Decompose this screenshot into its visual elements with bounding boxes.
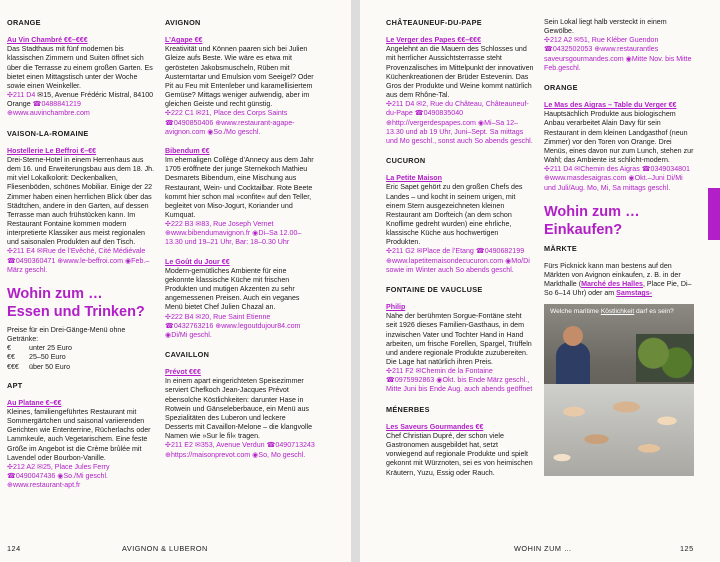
venue-info bbox=[544, 36, 694, 73]
section-heading-line2: Einkaufen? bbox=[544, 221, 623, 238]
markets-description bbox=[544, 262, 694, 299]
venue-description: Chef Christian Dupré, der schon viele Gastronomen ausgebildet hat, setzt vorwiegend auf regionale Produkte und spielt gekonnt mit Würznoten, sei es von heimischen Kräutern, Yuzu, Essig oder Rauch. bbox=[386, 431, 533, 477]
phone: ☎0490850406 bbox=[165, 118, 216, 127]
venue-info bbox=[386, 100, 534, 146]
venue-info bbox=[165, 313, 315, 340]
website-link[interactable]: ⊕www.lapetitemaisondecucuron.com bbox=[386, 256, 506, 265]
right-page bbox=[360, 0, 720, 562]
city-heading: ORANGE bbox=[544, 82, 578, 92]
section-heading-line1: Wohin zum … bbox=[7, 285, 103, 302]
city-heading: VAISON-LA-ROMAINE bbox=[7, 128, 89, 138]
map-ref: ✣211 E2 bbox=[165, 441, 195, 450]
venue-info bbox=[7, 463, 155, 490]
running-title: WOHIN ZUM … bbox=[514, 544, 572, 553]
map-ref: ✣212 A2 bbox=[544, 36, 575, 45]
website-link[interactable]: ⊕www.legoutdujour84.com bbox=[215, 321, 301, 330]
venue-description: Sein Lokal liegt halb versteckt in einem Gewölbe. bbox=[544, 18, 667, 36]
phone: ☎0490682199 bbox=[475, 247, 525, 256]
markets-text: , Place Pie, Di–So 6–14 Uhr) oder am bbox=[544, 280, 692, 298]
venue-info bbox=[386, 367, 534, 394]
market-photo bbox=[544, 304, 694, 476]
city-heading: APT bbox=[7, 380, 23, 390]
running-title: AVIGNON & LUBERON bbox=[122, 544, 208, 553]
venue-description: Das Stadthaus mit fünf modernen bis klassischen Zimmern und Suiten öffnet sich über die Terrasse zu einem großen Garten. Es bietet einen Mittagstisch unter der Woche sowie einen Weinkeller. bbox=[7, 45, 153, 90]
venue-description: Eric Sapet gehört zu den großen Chefs des Landes – und kocht in seinem urigen, mit einem Stern ausgezeichneten kleinen Restaurant am Dorfteich (an dem schon Knoflime gedreht wurden) eine ehrliche, klassische Küche aus hochwertigen Produkten. bbox=[386, 183, 523, 247]
price-symbol: €€€ bbox=[7, 362, 19, 371]
opening-hours: ◉Feb.–März geschl. bbox=[7, 256, 150, 274]
page-number: 124 bbox=[7, 544, 21, 553]
city-heading: MÄRKTE bbox=[544, 243, 578, 253]
price-row bbox=[7, 363, 155, 372]
left-column-1 bbox=[7, 18, 155, 500]
opening-hours: ◉Mitte Nov. bis Mitte Feb.geschl. bbox=[544, 54, 692, 72]
right-column-1 bbox=[386, 18, 534, 478]
city-heading: AVIGNON bbox=[165, 18, 201, 27]
venue-description: Kreativität und Können paaren sich bei Julien Gleize aufs Beste. Wie wäre es etwa mit gerösteten Jakobsmuscheln, Rüben mit Austerntartar und Emulsion vom Seeigel? Oder Pit au Feu mit Entenleber und karamellisiertem Gemüse? Mittags weniger aufwendig, aber im gleichen Geiste und recht günstig. bbox=[165, 45, 314, 109]
address: ✉353, Avenue Verdun bbox=[194, 441, 267, 450]
city-heading: CUCURON bbox=[386, 156, 426, 166]
city-heading: MÉNERBES bbox=[386, 404, 430, 414]
address: ✉Chemin des Aigras bbox=[574, 165, 642, 174]
website-link[interactable]: ⊕http://vergerdespapes.com bbox=[386, 118, 478, 127]
price-text: unter 25 Euro bbox=[29, 344, 72, 353]
price-intro: Preise für ein Drei-Gänge-Menü ohne Getränke: bbox=[7, 325, 126, 344]
website-link[interactable]: ⊕https://maisonprevot.com bbox=[165, 450, 253, 459]
map-ref: ✣211 F2 bbox=[386, 367, 416, 376]
venue-name-link[interactable]: Les Saveurs Gourmandes €€ bbox=[386, 422, 484, 431]
section-heading-line1: Wohin zum … bbox=[544, 203, 640, 220]
market-link[interactable]: Marché des Halles bbox=[581, 280, 643, 289]
venue-name-link[interactable]: Philip bbox=[386, 303, 406, 312]
opening-hours: ◉Mo/Di sowie im Winter auch So abends geschl. bbox=[386, 256, 530, 274]
venue-info bbox=[386, 247, 534, 274]
map-ref: ✣211 G2 bbox=[386, 247, 417, 256]
page-number: 125 bbox=[680, 544, 694, 553]
venue-description: Angelehnt an die Mauern des Schlosses und mit herrlicher Aussichtsterrasse steht Provenzalisches im Mittelpunkt der innovativen Küchenkreationen der Brüder Estevenin. Das Gros der Produkte und Weine kommt natürlich aus dem Rhône-Tal. bbox=[386, 45, 534, 100]
venue-name-link[interactable]: L’Agape €€ bbox=[165, 36, 203, 45]
opening-hours: ◉Di/Mi geschl. bbox=[165, 330, 212, 339]
opening-hours: ◉Okt.–Juni Di/Mi und Juli/Aug. Mo, Mi, Sa mittags geschl. bbox=[544, 174, 683, 192]
venue-name-link[interactable]: Le Mas des Aigras – Table du Verger €€ bbox=[544, 101, 677, 110]
phone: ☎0432502053 bbox=[544, 45, 595, 54]
chapter-tab-marker bbox=[708, 188, 720, 240]
venue-description: Kleines, familiengeführtes Restaurant mit Sommergärtchen und saisonal variierenden Gerichten wie Ententerrine, Rücherlachs oder Lammkeule, auch Vegetarischem. Eine feste Größe im Angebot ist die Crème brûlée mit Lavendel oder Bourbon-Vanille. bbox=[7, 408, 151, 462]
opening-hours: ◉Mi–Sa 12–13.30 und ab 19 Uhr, Juni–Sept. Sa mittags und Mo geschl., sonst auch So abends geschl. bbox=[386, 118, 533, 145]
venue-name-link[interactable]: Prévot €€€ bbox=[165, 368, 201, 377]
venue-description: In einem apart eingerichteten Speisezimmer serviert Chefkoch Jean-Jacques Prévot ebensolche Köstlichkeiten: darunter Hase in Rotwein und Gänseleberbauce, ein Menü aus Spezialitäten des Luberon und leckere Desserts mit Cavaillon-Melone – die klangvolle Namen wie »Sur le fil« tragen. bbox=[165, 377, 313, 441]
website-link[interactable]: ⊕www.le-beffroi.com bbox=[57, 256, 125, 265]
opening-hours: ◉So, Mo geschl. bbox=[252, 450, 306, 459]
venue-info bbox=[165, 220, 315, 247]
map-ref: ✣211 E4 bbox=[7, 247, 37, 256]
venue-name-link[interactable]: Hostellerie Le Beffroi €–€€ bbox=[7, 146, 97, 155]
address: ✉Rue de l’Evêché, Cité Médiévale bbox=[36, 247, 146, 256]
venue-name-link[interactable]: Le Verger des Papes €€–€€€ bbox=[386, 36, 482, 45]
vegetable-stall-shape bbox=[636, 334, 694, 382]
phone: ☎0490360471 bbox=[7, 256, 58, 265]
venue-name-link[interactable]: Au Vin Chambré €€–€€€ bbox=[7, 36, 88, 45]
phone: ☎0490713243 bbox=[266, 441, 315, 450]
price-text: 25–50 Euro bbox=[29, 353, 66, 362]
map-ref: ✣211 D4 bbox=[386, 100, 417, 109]
price-row bbox=[7, 353, 155, 362]
left-page bbox=[0, 0, 352, 562]
address: ✉2, Rue du Château, Châteauneuf-du-Pape bbox=[386, 100, 529, 118]
markets-text: Fürs Picknick kann man bestens auf den Märkten von Avignon einkaufen, z. B. in der Markthalle ( bbox=[544, 261, 681, 289]
section-heading bbox=[7, 285, 155, 321]
map-ref: ✣222 B4 bbox=[165, 312, 196, 321]
opening-hours: ◉So./Mi geschl. bbox=[57, 472, 109, 481]
map-ref: ✣212 A2 bbox=[7, 462, 38, 471]
address: ✉20, Rue Saint Etienne bbox=[195, 312, 271, 321]
phone: ☎0975992863 bbox=[386, 376, 437, 385]
opening-hours: ◉Di–Sa 12.00–13.30 und 19–21 Uhr, Bar: 18–0.30 Uhr bbox=[165, 229, 302, 247]
right-column-2 bbox=[544, 18, 694, 476]
map-ref: ✣222 C1 bbox=[165, 109, 196, 118]
price-text: über 50 Euro bbox=[29, 362, 71, 371]
venue-info bbox=[544, 165, 694, 192]
phone: ☎0432763216 bbox=[165, 321, 216, 330]
address: ✉Place de l’Etang bbox=[416, 247, 476, 256]
venue-description: Nahe der berühmten Sorgue-Fontäne steht seit 1926 dieses Familien-Gasthaus, in dem inzwischen Vater und Tochter Hand in Hand arbeiten, um frische Forellen, Spargel, Trüffeln und andere regionale Produkte zuzubereiten. Die Lage hat natürlich ihren Preis. bbox=[386, 312, 532, 366]
venue-info bbox=[165, 441, 315, 459]
venue-name-link[interactable]: Le Goût du Jour €€ bbox=[165, 257, 230, 266]
vendor-figure-shape bbox=[556, 342, 590, 390]
phone: ☎0490835040 bbox=[414, 109, 464, 118]
address: ✉83, Rue Joseph Vernet bbox=[195, 220, 274, 229]
address: ✉51, Rue Kléber Guendon bbox=[574, 36, 659, 45]
website-link[interactable]: ⊕www.restaurantles saveursgourmandes.com bbox=[544, 45, 659, 63]
city-heading: ORANGE bbox=[7, 18, 41, 27]
phone: ☎0349034801 bbox=[641, 165, 691, 174]
venue-info bbox=[7, 247, 155, 274]
venue-name-link[interactable]: Au Platane €–€€ bbox=[7, 398, 62, 407]
venue-name-link[interactable]: Bibendum €€ bbox=[165, 146, 210, 155]
venue-name-link[interactable]: La Petite Maison bbox=[386, 174, 442, 183]
map-ref: ✣211 D4 bbox=[544, 165, 575, 174]
venue-info bbox=[7, 91, 155, 118]
price-row bbox=[7, 344, 155, 353]
photo-caption: Welche maritime Köstlichkeit darf es sein? bbox=[550, 308, 674, 316]
price-symbol: €€ bbox=[7, 353, 15, 362]
venue-description: Hauptsächlich Produkte aus biologischem Anbau verarbeitet Alain Davy für sein Restaurant in dem kleinen Landgasthof (neun Zimmer) vor den Toren von Orange. Drei Menüs, eines davon nur zum Lunch, stehen zur Wahl; das Ambiente ist schlicht-modern. bbox=[544, 110, 694, 165]
map-ref: ✣222 B3 bbox=[165, 220, 196, 229]
city-heading: FONTAINE DE VAUCLUSE bbox=[386, 284, 483, 294]
left-column-2 bbox=[165, 18, 315, 470]
price-legend bbox=[7, 344, 155, 371]
phone: ☎0488841219 bbox=[32, 100, 81, 109]
phone: ☎0490047436 bbox=[7, 472, 58, 481]
city-heading: CHÂTEAUNEUF-DU-PAPE bbox=[386, 18, 482, 27]
address: ✉21, Place des Corps Saints bbox=[195, 109, 288, 118]
address: ✉15, Avenue Frédéric Mistral, 84100 Orange bbox=[7, 91, 154, 109]
venue-description: Im ehemaligen Collège d’Annecy aus dem Jahr 1705 eröffnete der junge Sternekoch Mathieu Desmarets Bibendum, eine Mischung aus Restaurant, Wein- und Cocktailbar. Rote Beete kommt hier schon mal »confite« auf den Teller, begleitet von Miso-Jogurt, Koriander und Kumquat. bbox=[165, 156, 314, 219]
website-link[interactable]: ⊕www.bibendumavignon.fr bbox=[165, 229, 253, 238]
address: ✉Chemin de la Fontaine bbox=[415, 367, 493, 376]
website-link[interactable]: ⊕www.auvinchambre.com bbox=[7, 109, 90, 118]
website-link[interactable]: ⊕www.masdesaigras.com bbox=[544, 174, 629, 183]
city-heading: CAVAILLON bbox=[165, 350, 210, 359]
venue-info bbox=[165, 109, 315, 136]
opening-hours: ◉So./Mo geschl. bbox=[207, 127, 261, 136]
website-link[interactable]: ⊕www.restaurant-apt.fr bbox=[7, 481, 81, 490]
section-heading bbox=[544, 203, 694, 239]
seafood-display-shape bbox=[544, 384, 694, 476]
market-link[interactable]: Samstags- bbox=[616, 289, 653, 298]
website-link[interactable]: ⊕www.restaurant-agape-avignon.com bbox=[165, 118, 295, 136]
address: ✉25, Place Jules Ferry bbox=[37, 462, 110, 471]
map-ref: ✣211 D4 bbox=[7, 91, 38, 100]
venue-description: Drei-Sterne-Hotel in einem Herrenhaus aus dem 16. und Erweiterungsbau aus dem 18. Jh. mit viel Lokalkolorit: Deckenbalken, Fliesenböden, schönes Mobiliar. Einige der 22 Zimmer haben einen herrlichen Blick über das Städtchen, andere in den Garten, auf dessen Terrasse man auch frühstücken kann. Im Restaurant Fontaine kommen modern interpretierte Klassiker aus meist regionalen und saisonalen Produkten auf den Tisch. bbox=[7, 155, 155, 247]
section-heading-line2: Essen und Trinken? bbox=[7, 303, 145, 320]
price-symbol: € bbox=[7, 344, 11, 353]
opening-hours: ◉Okt. bis Ende März geschl., Mitte Juni bis Ende Aug. auch abends geöffnet bbox=[386, 376, 533, 394]
venue-description: Modern-gemütliches Ambiente für eine gekonnte klassische Küche mit frischen Produkten und mutigen Akzenten zu sehr angemessenen Preisen. Auch ein veganes Menü bietet Chef Julien Chazal an. bbox=[165, 266, 300, 312]
